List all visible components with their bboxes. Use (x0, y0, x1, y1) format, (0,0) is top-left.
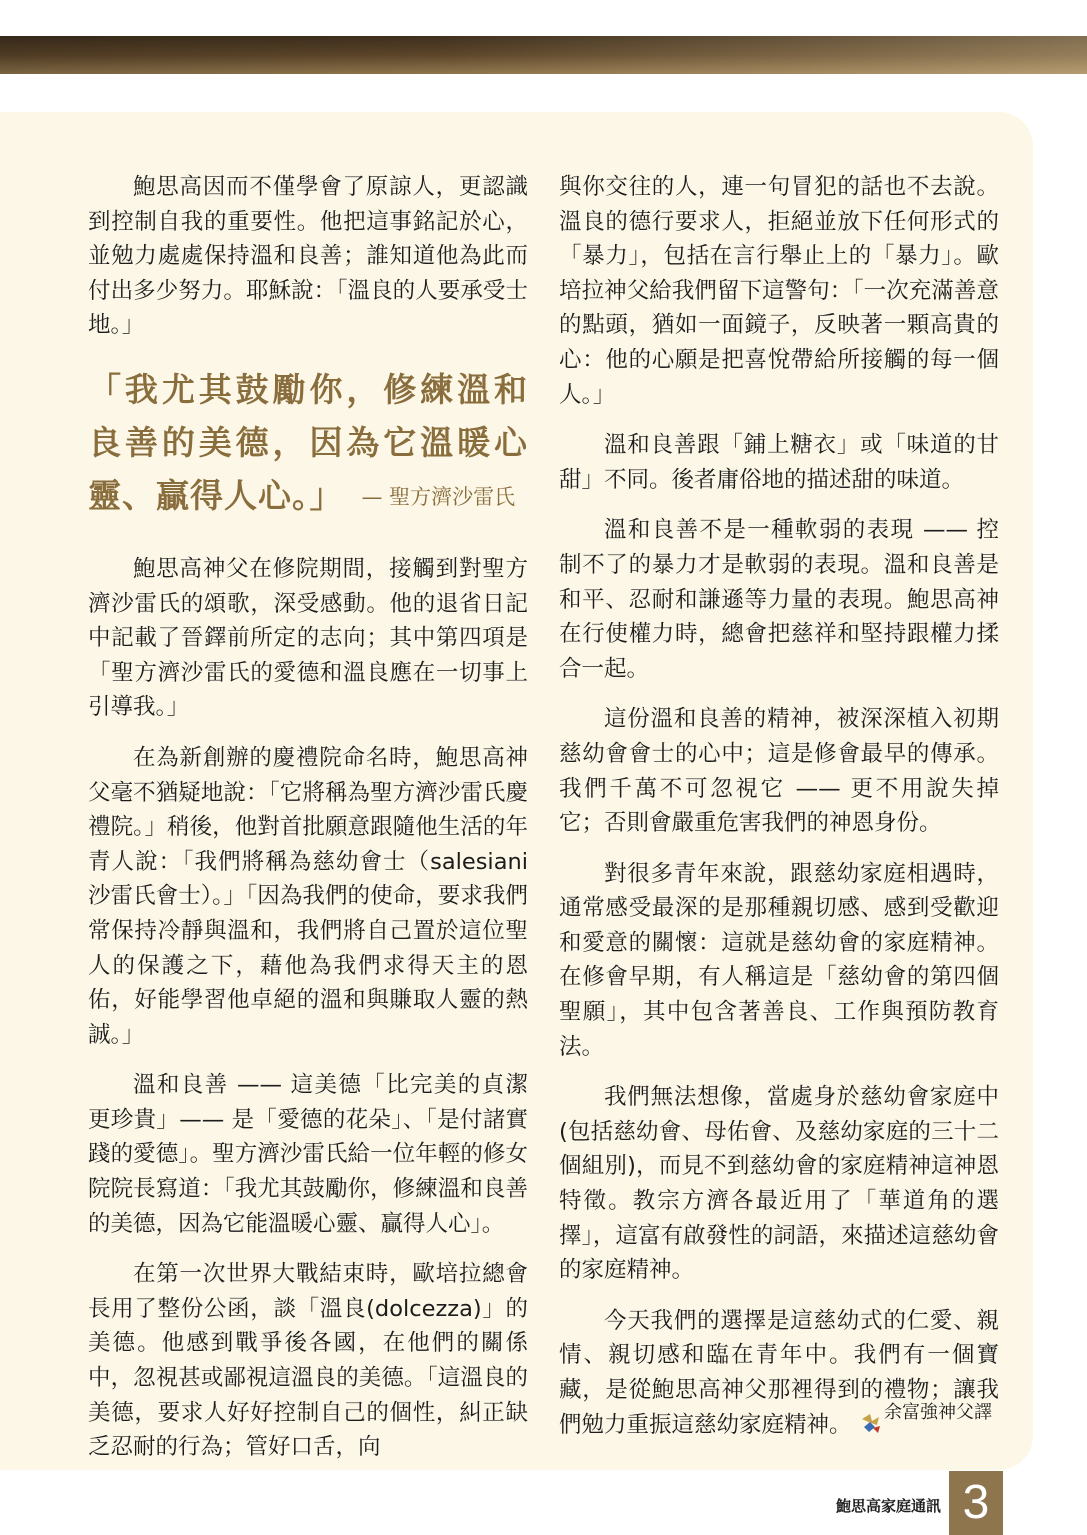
paragraph: 在為新創辦的慶禮院命名時，鮑思高神父毫不猶疑地說：「它將稱為聖方濟沙雷氏慶禮院。」稍後，他對首批願意跟隨他生活的年青人說：「我們將稱為慈幼會士（salesiani 沙雷氏會士）。」「因為我們的使命，要求我們常保持冷靜與溫和，我們將自己置於這位聖人的保護之下，藉他為我們求得天主的恩佑，好能學習他卓絕的溫和與賺取人靈的熱誠。」 (88, 744, 528, 1048)
paragraph: 我們無法想像，當處身於慈幼會家庭中(包括慈幼會、母佑會、及慈幼家庭的三十二個組別)，而見不到慈幼會的家庭精神這神恩特徵。教宗方濟各最近用了「華道角的選擇」，這富有啟發性的詞語，來描述這慈幼會的家庭精神。 (559, 1084, 999, 1284)
left-column (88, 170, 528, 1465)
end-mark-icon (858, 1411, 884, 1435)
translator-credit: 余富強神父譯 (884, 1402, 992, 1423)
pull-quote (88, 363, 528, 524)
right-column (559, 170, 999, 1442)
paragraph: 在第一次世界大戰結束時，歐培拉總會長用了整份公函，談「溫良(dolcezza)」的美德。他感到戰爭後各國，在他們的關係中，忽視甚或鄙視這溫良的美德。「這溫良的美德，要求人好好控制自己的個性，糾正缺乏忍耐的行為；管好口舌，向 (88, 1261, 528, 1461)
header-band (0, 0, 1087, 74)
paragraph: 溫和良善跟「鋪上糖衣」或「味道的甘甜」不同。後者庸俗地的描述甜的味道。 (559, 432, 999, 493)
pull-quote-text: 「我尤其鼓勵你，修練溫和良善的美德，因為它溫暖心靈、贏得人心。」 (88, 369, 528, 515)
paragraph: 鮑思高神父在修院期間，接觸到對聖方濟沙雷氏的頌歌，深受感動。他的退省日記中記載了晉鐸前所定的志向；其中第四項是「聖方濟沙雷氏的愛德和溫良應在一切事上引導我。」 (88, 555, 528, 721)
paragraph: 溫和良善 —— 這美德「比完美的貞潔更珍貴」—— 是「愛德的花朵」、「是付諸實踐的愛德」。聖方濟沙雷氏給一位年輕的修女院院長寫道：「我尤其鼓勵你，修練溫和良善的美德，因為它能溫暖心靈、贏得人心」。 (88, 1072, 528, 1237)
page-number: 3 (949, 1471, 1003, 1535)
publication-name: 鮑思高家庭通訊 (835, 1497, 941, 1515)
paragraph: 對很多青年來說，跟慈幼家庭相遇時，通常感受最深的是那種親切感、感到受歡迎和愛意的關懷：這就是慈幼會的家庭精神。在修會早期，有人稱這是「慈幼會的第四個聖願」，其中包含著善良、工作與預防教育法。 (559, 860, 999, 1060)
paragraph: 溫和良善不是一種軟弱的表現 —— 控制不了的暴力才是軟弱的表現。溫和良善是和平、忍耐和謙遜等力量的表現。鮑思高神在行使權力時，總會把慈祥和堅持跟權力揉合一起。 (559, 517, 999, 682)
paragraph: 這份溫和良善的精神，被深深植入初期慈幼會會士的心中；這是修會最早的傳承。我們千萬不可忽視它 —— 更不用說失掉它；否則會嚴重危害我們的神恩身份。 (559, 706, 999, 837)
paragraph-final-text: 今天我們的選擇是這慈幼式的仁愛、親情、親切感和臨在青年中。我們有一個寶藏，是從鮑思高神父那裡得到的禮物；讓我們勉力重振這慈幼家庭精神。 (559, 1307, 999, 1438)
paragraph: 與你交往的人，連一句冒犯的話也不去說。溫良的德行要求人，拒絕並放下任何形式的「暴力」，包括在言行舉止上的「暴力」。歐培拉神父給我們留下這警句：「一次充滿善意的點頭，猶如一面鏡子，反映著一顆高貴的心：他的心願是把喜悅帶給所接觸的每一個人。」 (559, 174, 999, 408)
paragraph: 鮑思高因而不僅學會了原諒人，更認識到控制自我的重要性。他把這事銘記於心，並勉力處處保持溫和良善；誰知道他為此而付出多少努力。耶穌說：「溫良的人要承受士地。」 (88, 174, 528, 339)
pull-quote-attribution: — 聖方濟沙雷氏 (361, 484, 516, 509)
